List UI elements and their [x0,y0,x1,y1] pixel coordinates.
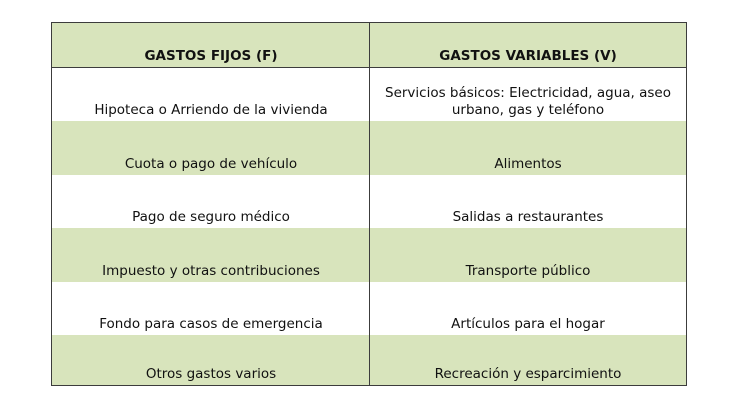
fixed-expense-cell: Hipoteca o Arriendo de la vivienda [94,102,328,118]
variable-expense-cell: Recreación y esparcimiento [434,366,622,382]
header-fixed-expenses: GASTOS FIJOS (F) [144,48,278,64]
variable-expense-cell: Artículos para el hogar [451,316,605,332]
header-variable-expenses: GASTOS VARIABLES (V) [439,48,617,64]
variable-expense-cell: Salidas a restaurantes [452,209,604,225]
fixed-expense-cell: Pago de seguro médico [132,209,290,225]
fixed-expense-cell: Impuesto y otras contribuciones [102,263,320,279]
column-divider [369,23,370,385]
variable-expense-cell: Servicios básicos: Electricidad, agua, aseo urbano, gas y teléfono [385,85,671,118]
fixed-expense-cell: Fondo para casos de emergencia [99,316,323,332]
variable-expense-cell: Alimentos [494,156,562,172]
fixed-expense-cell: Cuota o pago de vehículo [124,156,298,172]
expenses-table [51,22,687,386]
variable-expense-cell: Transporte público [465,263,591,279]
fixed-expense-cell: Otros gastos varios [145,366,277,382]
